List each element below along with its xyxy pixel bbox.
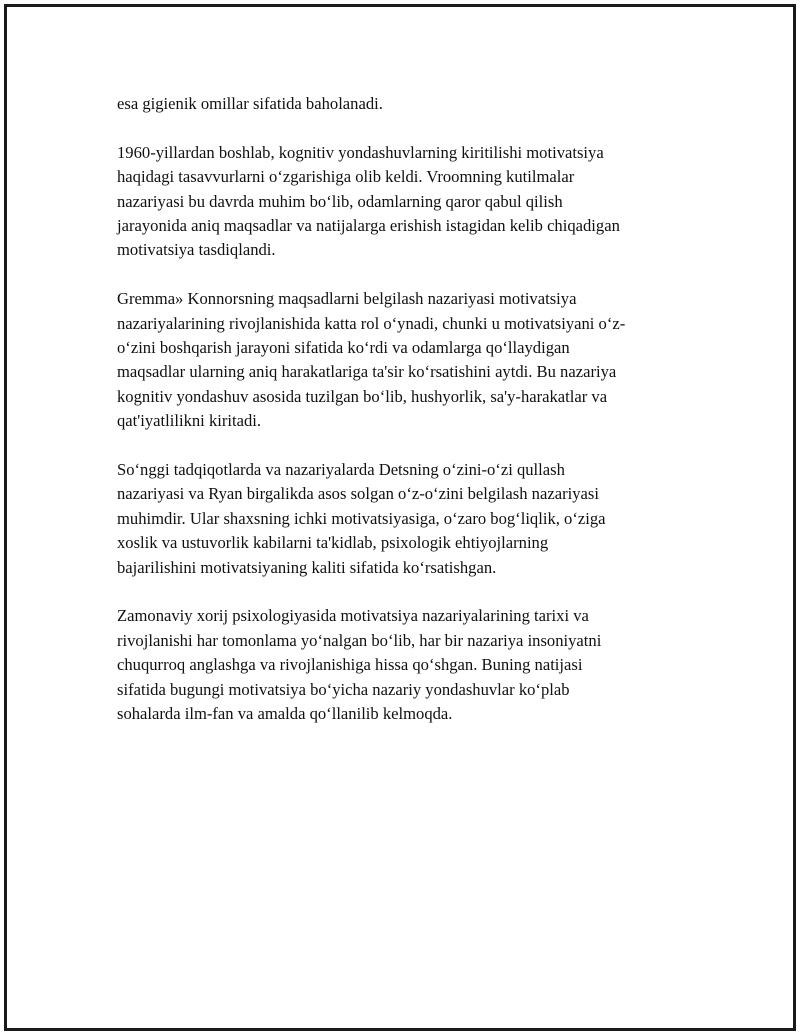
text-line: nazariyasi va Ryan birgalikda asos solgan o‘z-o‘zini belgilash nazariyasi [117, 484, 599, 504]
paragraph-3 [117, 287, 687, 433]
text-line: sohalarda ilm-fan va amalda qo‘llanilib kelmoqda. [117, 704, 453, 724]
text-line: haqidagi tasavvurlarni o‘zgarishiga olib keldi. Vroomning kutilmalar [117, 167, 575, 187]
text-line: muhimdir. Ular shaxsning ichki motivatsiyasiga, o‘zaro bog‘liqlik, o‘ziga [117, 508, 606, 528]
text-line: Zamonaviy xorij psixologiyasida motivatsiya nazariyalarining tarixi va [117, 606, 589, 626]
paragraph-1 [117, 92, 687, 116]
text-line: So‘nggi tadqiqotlarda va nazariyalarda Detsning o‘zini-o‘zi qullash [117, 460, 565, 480]
text-line: jarayonida aniq maqsadlar va natijalarga erishish istagidan kelib chiqadigan [117, 216, 620, 236]
text-line: Gremma» Konnorsning maqsadlarni belgilash nazariyasi motivatsiya [117, 289, 577, 309]
text-line: maqsadlar ularning aniq harakatlariga ta'sir ko‘rsatishini aytdi. Bu nazariya [117, 362, 617, 382]
paragraph-2 [117, 141, 687, 263]
text-line: motivatsiya tasdiqlandi. [117, 240, 276, 260]
text-line: esa gigienik omillar sifatida baholanadi. [117, 94, 383, 113]
paragraph-4 [117, 458, 687, 580]
paragraph-5 [117, 604, 687, 726]
text-line: chuqurroq anglashga va rivojlanishiga hissa qo‘shgan. Buning natijasi [117, 655, 583, 675]
text-line: bajarilishini motivatsiyaning kaliti sifatida ko‘rsatishgan. [117, 557, 497, 577]
text-line: nazariyasi bu davrda muhim bo‘lib, odamlarning qaror qabul qilish [117, 191, 563, 211]
text-line: rivojlanishi har tomonlama yo‘nalgan bo‘lib, har bir nazariya insoniyatni [117, 630, 602, 650]
text-line: o‘zini boshqarish jarayoni sifatida ko‘rdi va odamlarga qo‘llaydigan [117, 338, 570, 358]
text-line: nazariyalarining rivojlanishida katta rol o‘ynadi, chunki u motivatsiyani o‘z- [117, 313, 626, 333]
text-line: qat'iyatlilikni kiritadi. [117, 411, 262, 431]
text-line: xoslik va ustuvorlik kabilarni ta'kidlab, psixologik ehtiyojlarning [117, 533, 549, 553]
text-line: sifatida bugungi motivatsiya bo‘yicha nazariy yondashuvlar ko‘plab [117, 679, 570, 699]
text-line: 1960-yillardan boshlab, kognitiv yondashuvlarning kiritilishi motivatsiya [117, 142, 604, 162]
document-body [117, 92, 687, 751]
text-line: kognitiv yondashuv asosida tuzilgan bo‘lib, hushyorlik, sa'y-harakatlar va [117, 386, 608, 406]
